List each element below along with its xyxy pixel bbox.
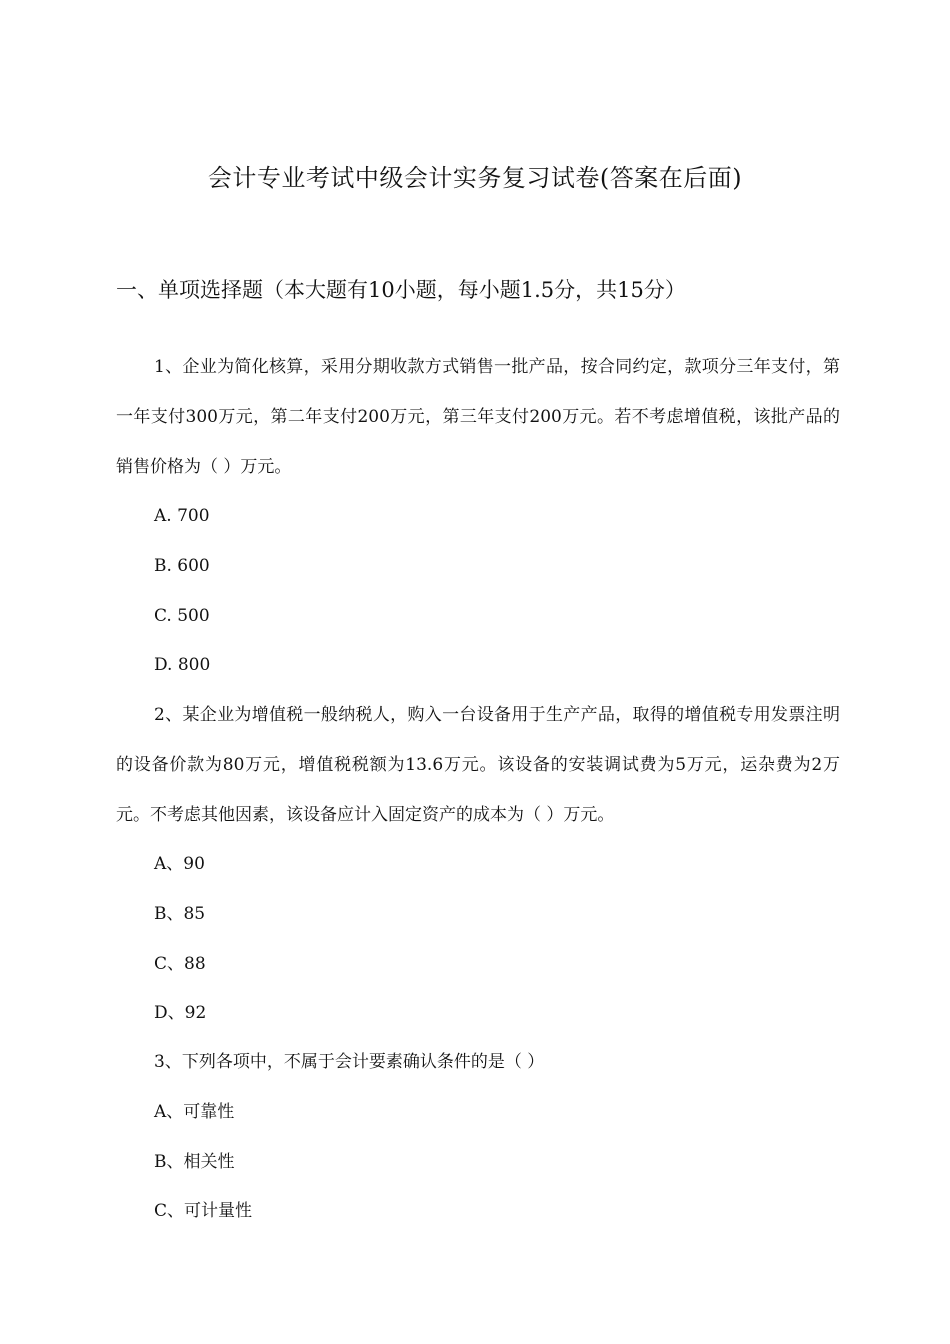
question-3-option-c: C、可计量性 (154, 1201, 253, 1221)
question-2-option-c: C、88 (154, 954, 206, 974)
question-2-option-b: B、85 (154, 904, 206, 924)
question-1-option-a: A. 700 (154, 506, 210, 526)
question-3-text: 3、下列各项中，不属于会计要素确认条件的是（ ） (154, 1052, 545, 1072)
question-1-text: 1、企业为简化核算，采用分期收款方式销售一批产品，按合同约定，款项分三年支付，第一年支付300万元，第二年支付200万元，第三年支付200万元。若不考虑增值税，该批产品的销售价格为（ ）万元。 (116, 357, 840, 477)
document-title: 会计专业考试中级会计实务复习试卷(答案在后面) (207, 164, 743, 192)
question-1-option-c: C. 500 (154, 606, 210, 626)
section-heading: 一、单项选择题（本大题有10小题，每小题1.5分，共15分） (116, 278, 686, 302)
question-2-text: 2、某企业为增值税一般纳税人，购入一台设备用于生产产品，取得的增值税专用发票注明的设备价款为80万元，增值税税额为13.6万元。该设备的安装调试费为5万元，运杂费为2万元。不考虑其他因素，该设备应计入固定资产的成本为（ ）万元。 (116, 705, 840, 825)
question-1-option-b: B. 600 (154, 556, 210, 576)
question-1-option-d: D. 800 (154, 655, 211, 675)
question-3-option-a: A、可靠性 (154, 1102, 235, 1122)
question-3-option-b: B、相关性 (154, 1152, 235, 1172)
question-2-option-a: A、90 (154, 854, 205, 874)
question-2-option-d: D、92 (154, 1003, 207, 1023)
